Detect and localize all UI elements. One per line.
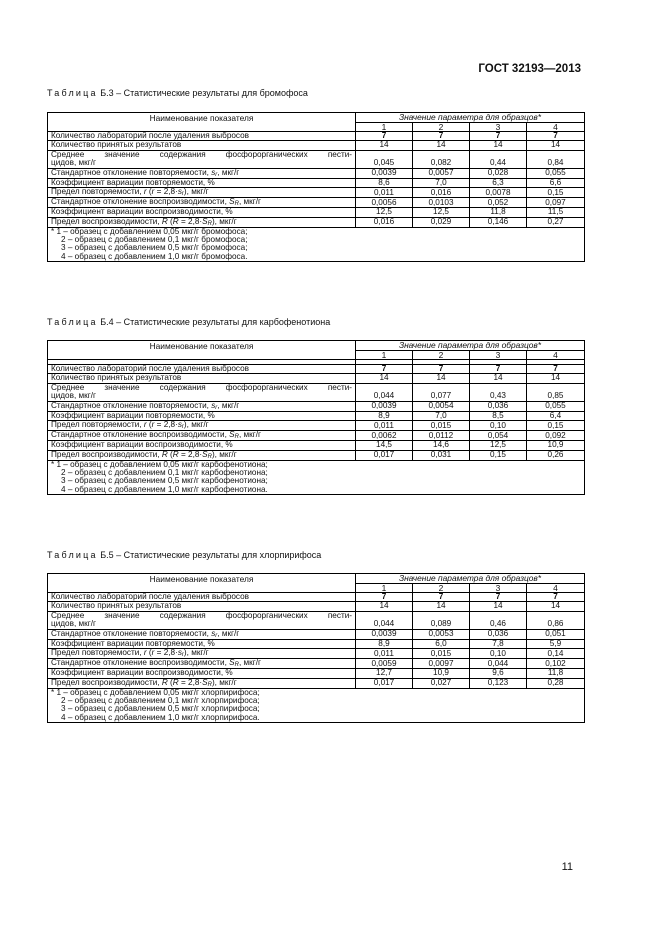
value-cell: 0,44 — [470, 150, 527, 168]
row-label: Предел повторяемости, r $(r = 2,8\cdot s_r)$, мкг/г — [48, 421, 356, 431]
table-row — [48, 602, 585, 611]
footnote-line: * 1 – образец с добавлением 0,05 мкг/г карбофенотиона; — [51, 459, 268, 469]
sample-number: 4 — [527, 122, 585, 132]
row-label: Коэффициент вариации повторяемости, % — [48, 178, 356, 187]
value-cell: 0,054 — [470, 431, 527, 441]
value-cell: 7 — [413, 132, 470, 141]
value-cell: 0,028 — [470, 168, 527, 178]
table-row — [48, 401, 585, 411]
value-cell: 7,0 — [413, 411, 470, 420]
table-caption-text: Б.3 – Статистические результаты для бромофоса — [97, 88, 308, 98]
table-row — [48, 168, 585, 178]
row-label: Среднее значение содержания фосфорорганических пести- цидов, мкг/г — [48, 611, 356, 629]
footnote-line: 3 – образец с добавлением 0,5 мкг/г бромофоса; — [61, 243, 248, 253]
value-cell: 0,016 — [356, 217, 413, 227]
value-cell: 0,86 — [527, 611, 585, 629]
value-cell: 0,045 — [356, 150, 413, 168]
value-cell: 14 — [470, 374, 527, 383]
table-row — [48, 629, 585, 639]
footnote-line: 4 – образец с добавлением 1,0 мкг/г бромофоса. — [61, 251, 248, 261]
value-cell: 6,3 — [470, 178, 527, 187]
value-cell: 0,0039 — [356, 629, 413, 639]
statistics-table — [47, 112, 585, 262]
table-caption-prefix: Таблица — [47, 88, 98, 98]
value-cell: 0,85 — [527, 383, 585, 401]
value-cell: 0,016 — [413, 188, 470, 198]
value-cell: 0,0056 — [356, 198, 413, 208]
value-cell: 6,0 — [413, 639, 470, 648]
value-cell: 7 — [356, 132, 413, 141]
sample-number: 4 — [527, 350, 585, 360]
sample-number: 2 — [413, 122, 470, 132]
value-cell: 9,6 — [470, 669, 527, 678]
value-cell: 7 — [527, 593, 585, 602]
value-cell: 14 — [527, 141, 585, 150]
value-cell: 0,146 — [470, 217, 527, 227]
value-cell: 0,082 — [413, 150, 470, 168]
table-caption-text: Б.4 – Статистические результаты для карбофенотиона — [97, 317, 331, 327]
column-header-indicator: Наименование показателя — [48, 113, 356, 132]
table-footnote — [48, 460, 585, 494]
column-header-indicator: Наименование показателя — [48, 574, 356, 593]
sample-number: 1 — [356, 122, 413, 132]
table-row — [48, 150, 585, 168]
value-cell: 0,84 — [527, 150, 585, 168]
value-cell: 0,029 — [413, 217, 470, 227]
row-label: Предел воспроизводимости, R $(R = 2,8\cdot S_R)$, мкг/г — [48, 450, 356, 460]
value-cell: 0,044 — [356, 383, 413, 401]
value-cell: 0,011 — [356, 421, 413, 431]
row-label: Коэффициент вариации повторяемости, % — [48, 639, 356, 648]
value-cell: 7 — [413, 365, 470, 374]
table-row — [48, 141, 585, 150]
value-cell: 0,011 — [356, 188, 413, 198]
row-label: Стандартное отклонение воспроизводимости, $S_R$, мкг/г — [48, 198, 356, 208]
table-row — [48, 431, 585, 441]
value-cell: 0,077 — [413, 383, 470, 401]
value-cell: 10,9 — [413, 669, 470, 678]
value-cell: 0,28 — [527, 678, 585, 688]
row-label: Среднее значение содержания фосфорорганических пести- цидов, мкг/г — [48, 150, 356, 168]
row-label: Среднее значение содержания фосфорорганических пести- цидов, мкг/г — [48, 383, 356, 401]
column-header-values: Значение параметра для образцов* — [356, 113, 585, 123]
row-label: Коэффициент вариации повторяемости, % — [48, 411, 356, 420]
value-cell: 11,8 — [527, 669, 585, 678]
row-label: Количество лабораторий после удаления выбросов — [48, 593, 356, 602]
value-cell: 0,14 — [527, 649, 585, 659]
sample-number: 1 — [356, 350, 413, 360]
column-header-values: Значение параметра для образцов* — [356, 574, 585, 584]
table-row — [48, 208, 585, 217]
value-cell: 6,6 — [527, 178, 585, 187]
sample-number: 2 — [413, 583, 470, 593]
table-row — [48, 188, 585, 198]
table-footnote — [48, 227, 585, 261]
value-cell: 14 — [356, 141, 413, 150]
value-cell: 0,27 — [527, 217, 585, 227]
sample-number: 3 — [470, 122, 527, 132]
value-cell: 0,43 — [470, 383, 527, 401]
footnote-line: * 1 – образец с добавлением 0,05 мкг/г хлорпирифоса; — [51, 687, 260, 697]
footnote-line: 4 – образец с добавлением 1,0 мкг/г карбофенотиона. — [61, 484, 268, 494]
row-label: Количество принятых результатов — [48, 602, 356, 611]
value-cell: 0,011 — [356, 649, 413, 659]
row-label: Коэффициент вариации воспроизводимости, % — [48, 441, 356, 450]
value-cell: 7,0 — [413, 178, 470, 187]
value-cell: 14 — [413, 602, 470, 611]
value-cell: 0,044 — [470, 659, 527, 669]
row-label: Коэффициент вариации воспроизводимости, % — [48, 669, 356, 678]
value-cell: 0,15 — [470, 450, 527, 460]
value-cell: 0,015 — [413, 421, 470, 431]
value-cell: 12,5 — [413, 208, 470, 217]
column-header-values: Значение параметра для образцов* — [356, 341, 585, 351]
footnote-line: 4 – образец с добавлением 1,0 мкг/г хлорпирифоса. — [61, 712, 260, 722]
value-cell: 0,017 — [356, 678, 413, 688]
table-caption — [47, 550, 321, 560]
value-cell: 0,051 — [527, 629, 585, 639]
row-label: Стандартное отклонение повторяемости, $s_r$, мкг/г — [48, 168, 356, 178]
value-cell: 8,6 — [356, 178, 413, 187]
value-cell: 14 — [356, 374, 413, 383]
table-row — [48, 441, 585, 450]
value-cell: 7 — [470, 365, 527, 374]
table-caption-prefix: Таблица — [47, 550, 98, 560]
value-cell: 7,8 — [470, 639, 527, 648]
value-cell: 0,036 — [470, 401, 527, 411]
value-cell: 8,5 — [470, 411, 527, 420]
value-cell: 0,15 — [527, 188, 585, 198]
value-cell: 12,7 — [356, 669, 413, 678]
value-cell: 0,036 — [470, 629, 527, 639]
value-cell: 0,123 — [470, 678, 527, 688]
value-cell: 0,0059 — [356, 659, 413, 669]
sample-number: 3 — [470, 583, 527, 593]
value-cell: 7 — [470, 132, 527, 141]
row-label: Количество принятых результатов — [48, 141, 356, 150]
table-row — [48, 217, 585, 227]
row-label: Предел воспроизводимости, R $(R = 2,8\cdot S_R)$, мкг/г — [48, 678, 356, 688]
value-cell: 7 — [356, 365, 413, 374]
value-cell: 11,5 — [527, 208, 585, 217]
row-label: Количество принятых результатов — [48, 374, 356, 383]
value-cell: 6,4 — [527, 411, 585, 420]
value-cell: 0,0054 — [413, 401, 470, 411]
value-cell: 12,5 — [470, 441, 527, 450]
footnote-line: 3 – образец с добавлением 0,5 мкг/г карбофенотиона; — [61, 476, 268, 486]
value-cell: 0,017 — [356, 450, 413, 460]
value-cell: 0,0097 — [413, 659, 470, 669]
value-cell: 7 — [413, 593, 470, 602]
value-cell: 0,0078 — [470, 188, 527, 198]
table-caption — [47, 317, 330, 327]
value-cell: 0,10 — [470, 649, 527, 659]
value-cell: 0,0112 — [413, 431, 470, 441]
table-caption-prefix: Таблица — [47, 317, 98, 327]
value-cell: 7 — [527, 365, 585, 374]
value-cell: 7 — [527, 132, 585, 141]
value-cell: 0,0053 — [413, 629, 470, 639]
statistics-table — [47, 573, 585, 723]
table-caption-text: Б.5 – Статистические результаты для хлорпирифоса — [97, 550, 322, 560]
value-cell: 0,0103 — [413, 198, 470, 208]
table-row — [48, 383, 585, 401]
row-label: Стандартное отклонение повторяемости, $s_r$, мкг/г — [48, 401, 356, 411]
footnote-line: * 1 – образец с добавлением 0,05 мкг/г бромофоса; — [51, 226, 248, 236]
value-cell: 0,089 — [413, 611, 470, 629]
sample-number: 2 — [413, 350, 470, 360]
value-cell: 0,26 — [527, 450, 585, 460]
value-cell: 0,0039 — [356, 401, 413, 411]
value-cell: 0,097 — [527, 198, 585, 208]
value-cell: 0,0057 — [413, 168, 470, 178]
value-cell: 14 — [356, 602, 413, 611]
table-row — [48, 649, 585, 659]
row-label: Количество лабораторий после удаления выбросов — [48, 132, 356, 141]
row-label: Коэффициент вариации воспроизводимости, % — [48, 208, 356, 217]
value-cell: 0,0062 — [356, 431, 413, 441]
value-cell: 14 — [470, 141, 527, 150]
value-cell: 0,092 — [527, 431, 585, 441]
sample-number: 3 — [470, 350, 527, 360]
value-cell: 0,052 — [470, 198, 527, 208]
value-cell: 8,9 — [356, 411, 413, 420]
row-label: Количество лабораторий после удаления выбросов — [48, 365, 356, 374]
table-row — [48, 659, 585, 669]
footnote-line: 2 – образец с добавлением 0,1 мкг/г карбофенотиона; — [61, 468, 268, 478]
value-cell: 14,5 — [356, 441, 413, 450]
value-cell: 10,9 — [527, 441, 585, 450]
row-label: Предел воспроизводимости, R $(R = 2,8\cdot S_R)$, мкг/г — [48, 217, 356, 227]
row-label: Стандартное отклонение повторяемости, $s_r$, мкг/г — [48, 629, 356, 639]
footnote-line: 2 – образец с добавлением 0,1 мкг/г бромофоса; — [61, 235, 248, 245]
value-cell: 0,46 — [470, 611, 527, 629]
statistics-table — [47, 340, 585, 495]
table-row — [48, 421, 585, 431]
row-label: Стандартное отклонение воспроизводимости, $S_R$, мкг/г — [48, 431, 356, 441]
sample-number: 4 — [527, 583, 585, 593]
value-cell: 0,055 — [527, 168, 585, 178]
table-footnote — [48, 688, 585, 722]
row-label: Предел повторяемости, r $(r = 2,8\cdot s_r)$, мкг/г — [48, 649, 356, 659]
standard-number: ГОСТ 32193—2013 — [478, 63, 581, 75]
value-cell: 14 — [527, 374, 585, 383]
table-row — [48, 374, 585, 383]
row-label: Стандартное отклонение воспроизводимости, $S_R$, мкг/г — [48, 659, 356, 669]
value-cell: 7 — [470, 593, 527, 602]
row-label: Предел повторяемости, r $(r = 2,8\cdot s_r)$, мкг/г — [48, 188, 356, 198]
footnote-line: 2 – образец с добавлением 0,1 мкг/г хлорпирифоса; — [61, 696, 260, 706]
value-cell: 0,027 — [413, 678, 470, 688]
value-cell: 0,015 — [413, 649, 470, 659]
sample-number: 1 — [356, 583, 413, 593]
table-row — [48, 611, 585, 629]
value-cell: 14 — [413, 374, 470, 383]
table-row — [48, 198, 585, 208]
footnote-line: 3 – образец с добавлением 0,5 мкг/г хлорпирифоса; — [61, 704, 260, 714]
table-row — [48, 678, 585, 688]
value-cell: 11,8 — [470, 208, 527, 217]
value-cell: 0,031 — [413, 450, 470, 460]
value-cell: 14 — [413, 141, 470, 150]
value-cell: 0,055 — [527, 401, 585, 411]
value-cell: 0,044 — [356, 611, 413, 629]
value-cell: 8,9 — [356, 639, 413, 648]
table-caption — [47, 88, 308, 98]
table-row — [48, 450, 585, 460]
value-cell: 12,5 — [356, 208, 413, 217]
value-cell: 0,10 — [470, 421, 527, 431]
value-cell: 14 — [527, 602, 585, 611]
value-cell: 0,0039 — [356, 168, 413, 178]
table-row — [48, 669, 585, 678]
page-number: 11 — [561, 861, 573, 873]
value-cell: 7 — [356, 593, 413, 602]
value-cell: 5,9 — [527, 639, 585, 648]
value-cell: 14 — [470, 602, 527, 611]
value-cell: 0,15 — [527, 421, 585, 431]
column-header-indicator: Наименование показателя — [48, 341, 356, 360]
value-cell: 14,6 — [413, 441, 470, 450]
value-cell: 0,102 — [527, 659, 585, 669]
